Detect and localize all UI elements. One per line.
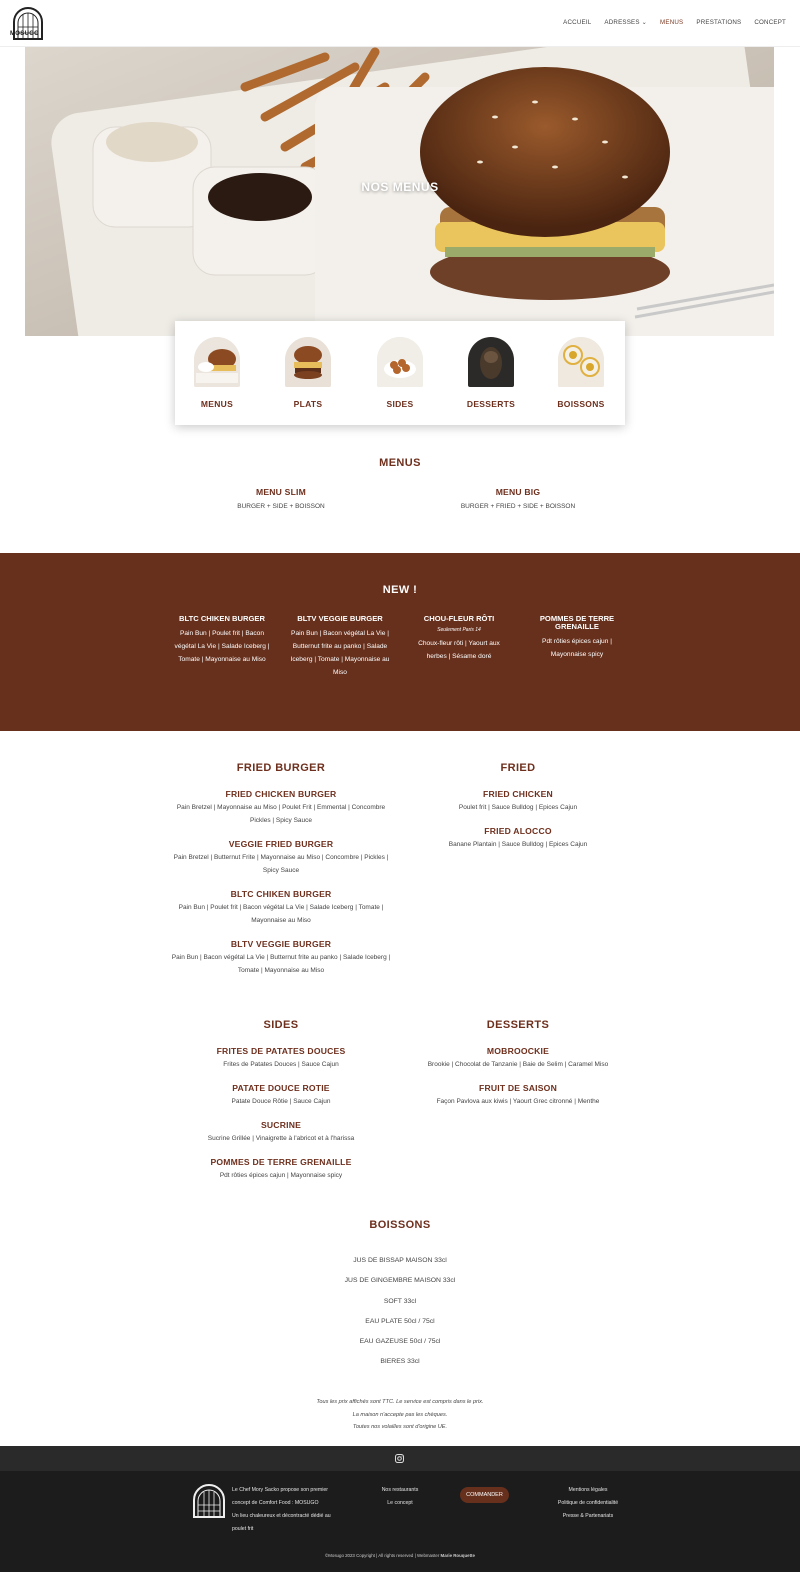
menu-item — [418, 487, 618, 513]
dish-name: PATATE DOUCE ROTIE — [232, 1083, 330, 1093]
boissons-heading: BOISSONS — [369, 1219, 431, 1231]
desserts-heading: DESSERTS — [486, 1019, 550, 1031]
site-footer — [0, 1471, 800, 1572]
dish-desc: Frites de Patates Douces | Sauce Cajun — [223, 1061, 339, 1068]
new-item-desc: Pdt rôties épices cajun | Mayonnaise spicy — [542, 638, 612, 658]
menu-item-name: MENU SLIM — [255, 487, 307, 497]
category-desserts-label: DESSERTS — [466, 399, 516, 409]
drink-item: JUS DE BISSAP MAISON 33cl — [353, 1257, 447, 1264]
category-boissons-image — [558, 337, 604, 387]
dish-name: VEGGIE FRIED BURGER — [228, 839, 334, 849]
dish-desc: Pain Bretzel | Mayonnaise au Miso | Poulet Frit | Emmental | Concombre Pickles | Spicy Sauce — [176, 804, 386, 824]
category-boissons[interactable] — [551, 337, 611, 409]
sides-heading: SIDES — [263, 1019, 299, 1031]
category-desserts-image — [468, 337, 514, 387]
dish-desc: Pain Bun | Bacon végétal La Vie | Butternut frite au panko | Salade Iceberg | Tomate | Mayonnaise au Miso — [171, 954, 391, 974]
menu-item-desc: BURGER + SIDE + BOISSON — [237, 503, 325, 510]
chevron-down-icon: ⌄ — [641, 19, 648, 26]
nav-menus[interactable]: MENUS — [660, 19, 684, 26]
category-boissons-label: BOISSONS — [557, 399, 605, 409]
dish-name: FRIED CHICKEN — [483, 789, 553, 799]
new-item — [527, 615, 627, 661]
dish-name: BLTC CHIKEN BURGER — [230, 889, 332, 899]
order-button[interactable]: COMMANDER — [460, 1487, 509, 1503]
category-nav — [175, 321, 625, 425]
dish-name: SUCRINE — [260, 1120, 302, 1130]
dish-desc: Pain Bretzel | Butternut Frite | Mayonnaise au Miso | Concombre | Pickles | Spicy Sauce — [173, 854, 389, 874]
new-item-name: BLTC CHIKEN BURGER — [179, 614, 265, 623]
fried-burger-heading: FRIED BURGER — [236, 762, 326, 774]
drink-item: EAU GAZEUSE 50cl / 75cl — [359, 1338, 441, 1346]
footer-link-press[interactable]: Presse & Partenariats — [562, 1513, 614, 1519]
category-sides-label: SIDES — [386, 399, 414, 409]
dish-name: POMMES DE TERRE GRENAILLE — [210, 1157, 352, 1167]
new-item-desc: Choux-fleur rôti | Yaourt aux herbes | Sésame doré — [418, 640, 500, 660]
footer-logo-icon[interactable] — [192, 1484, 226, 1518]
about-line: Le Chef Mory Sacko propose son premier — [232, 1487, 329, 1493]
menu-item — [181, 487, 381, 513]
category-sides[interactable] — [370, 337, 430, 409]
note-line: La maison n'accepte pas les chèques. — [352, 1411, 448, 1418]
new-heading: NEW ! — [382, 584, 418, 596]
footer-links-main — [365, 1484, 435, 1510]
footer-links-legal — [543, 1484, 633, 1523]
new-item — [172, 615, 272, 666]
desserts-section — [413, 1019, 623, 1108]
logo-text: MOSUGO — [10, 31, 40, 37]
new-item-desc: Pain Bun | Bacon végétal La Vie | Butternut frite au panko | Salade Iceberg | Tomate | Mayonnaise au Miso — [290, 630, 390, 676]
footer-link-mentions[interactable]: Mentions légales — [568, 1487, 608, 1493]
copyright-text: ©Mosugo 2023 Copyright | All rights reserved | Webmaster — [325, 1553, 440, 1558]
footer-link-restaurants[interactable]: Nos restaurants — [381, 1487, 419, 1493]
about-line: Un lieu chaleureux et décontracté dédié au — [232, 1513, 331, 1519]
sides-section — [171, 1019, 391, 1182]
category-plats-image — [285, 337, 331, 387]
dish-desc: Poulet frit | Sauce Bulldog | Epices Cajun — [458, 804, 578, 811]
nav-adresses[interactable]: ADRESSES ⌄ — [604, 19, 648, 26]
new-item-note: Seulement Paris 14 — [437, 627, 481, 633]
dish-name: BLTV VEGGIE BURGER — [230, 939, 332, 949]
dish-name: FRITES DE PATATES DOUCES — [216, 1046, 346, 1056]
about-line: concept de Comfort Food : MOSUGO — [232, 1500, 319, 1506]
dish-name: FRIED ALOCCO — [484, 826, 552, 836]
main-nav — [563, 19, 786, 26]
dish-desc: Patate Douce Rôtie | Sauce Cajun — [231, 1098, 331, 1105]
dish-desc: Pdt rôties épices cajun | Mayonnaise spicy — [219, 1172, 343, 1179]
drink-item: JUS DE GINGEMBRE MAISON 33cl — [344, 1277, 456, 1285]
dish-name: FRIED CHICKEN BURGER — [225, 789, 337, 799]
footer-link-privacy[interactable]: Politique de confidentialité — [557, 1500, 619, 1506]
dish-desc: Brookie | Chocolat de Tanzanie | Baie de Selim | Caramel Miso — [427, 1061, 609, 1068]
category-desserts[interactable] — [461, 337, 521, 409]
note-line: Toutes nos volailles sont d'origine UE. — [352, 1424, 448, 1430]
dish-desc: Banane Plantain | Sauce Bulldog | Epices Cajun — [448, 841, 588, 848]
category-plats[interactable] — [278, 337, 338, 409]
new-item — [411, 615, 507, 663]
category-menus-label: MENUS — [200, 399, 234, 409]
fried-heading: FRIED — [500, 762, 536, 774]
category-menus-image — [194, 337, 240, 387]
footer-about — [232, 1484, 352, 1536]
page-title: NOS MENUS — [361, 180, 439, 194]
menu-item-desc: BURGER + FRIED + SIDE + BOISSON — [460, 503, 576, 510]
webmaster-link[interactable]: Marie Rouquette — [440, 1553, 475, 1558]
nav-concept[interactable]: CONCEPT — [754, 19, 786, 26]
menus-heading: MENUS — [379, 457, 421, 469]
drink-item: SOFT 33cl — [383, 1297, 417, 1305]
dish-name: MOBROOCKIE — [486, 1046, 550, 1056]
nav-prestations[interactable]: PRESTATIONS — [696, 19, 742, 26]
fried-section — [413, 762, 623, 851]
category-menus[interactable] — [187, 337, 247, 409]
new-item-name: POMMES DE TERRE GRENAILLE — [539, 614, 615, 631]
new-item — [290, 615, 390, 679]
drink-item: BIERES 33cl — [380, 1358, 420, 1366]
instagram-icon[interactable] — [395, 1454, 404, 1463]
new-item-name: CHOU-FLEUR RÔTI — [423, 614, 495, 623]
nav-accueil[interactable]: ACCUEIL — [563, 19, 592, 26]
new-items-section — [0, 553, 800, 731]
about-line: poulet frit — [232, 1526, 254, 1532]
category-plats-label: PLATS — [293, 399, 323, 409]
drink-item: EAU PLATE 50cl / 75cl — [365, 1317, 435, 1325]
copyright — [0, 1553, 800, 1558]
dish-desc: Façon Pavlova aux kiwis | Yaourt Grec citronné | Menthe — [436, 1098, 600, 1105]
dish-desc: Pain Bun | Poulet frit | Bacon végétal La Vie | Salade Iceberg | Tomate | Mayonnaise au Miso — [178, 904, 384, 924]
footer-link-concept[interactable]: Le concept — [387, 1500, 413, 1506]
dish-desc: Sucrine Grillée | Vinaigrette à l'abricot et à l'harissa — [207, 1135, 355, 1142]
dish-name: FRUIT DE SAISON — [479, 1083, 557, 1093]
new-item-name: BLTV VEGGIE BURGER — [297, 614, 383, 623]
site-header — [0, 0, 800, 47]
fried-burger-section — [171, 762, 391, 977]
menu-item-name: MENU BIG — [495, 487, 541, 497]
price-notes — [200, 1396, 600, 1434]
category-sides-image — [377, 337, 423, 387]
boissons-list — [250, 1251, 550, 1373]
note-line: Tous les prix affichés sont TTC. Le service est compris dans le prix. — [316, 1399, 484, 1405]
new-item-desc: Pain Bun | Poulet frit | Bacon végétal La Vie | Salade Iceberg | Tomate | Mayonnaise au Miso — [174, 630, 270, 663]
social-bar — [0, 1446, 800, 1471]
